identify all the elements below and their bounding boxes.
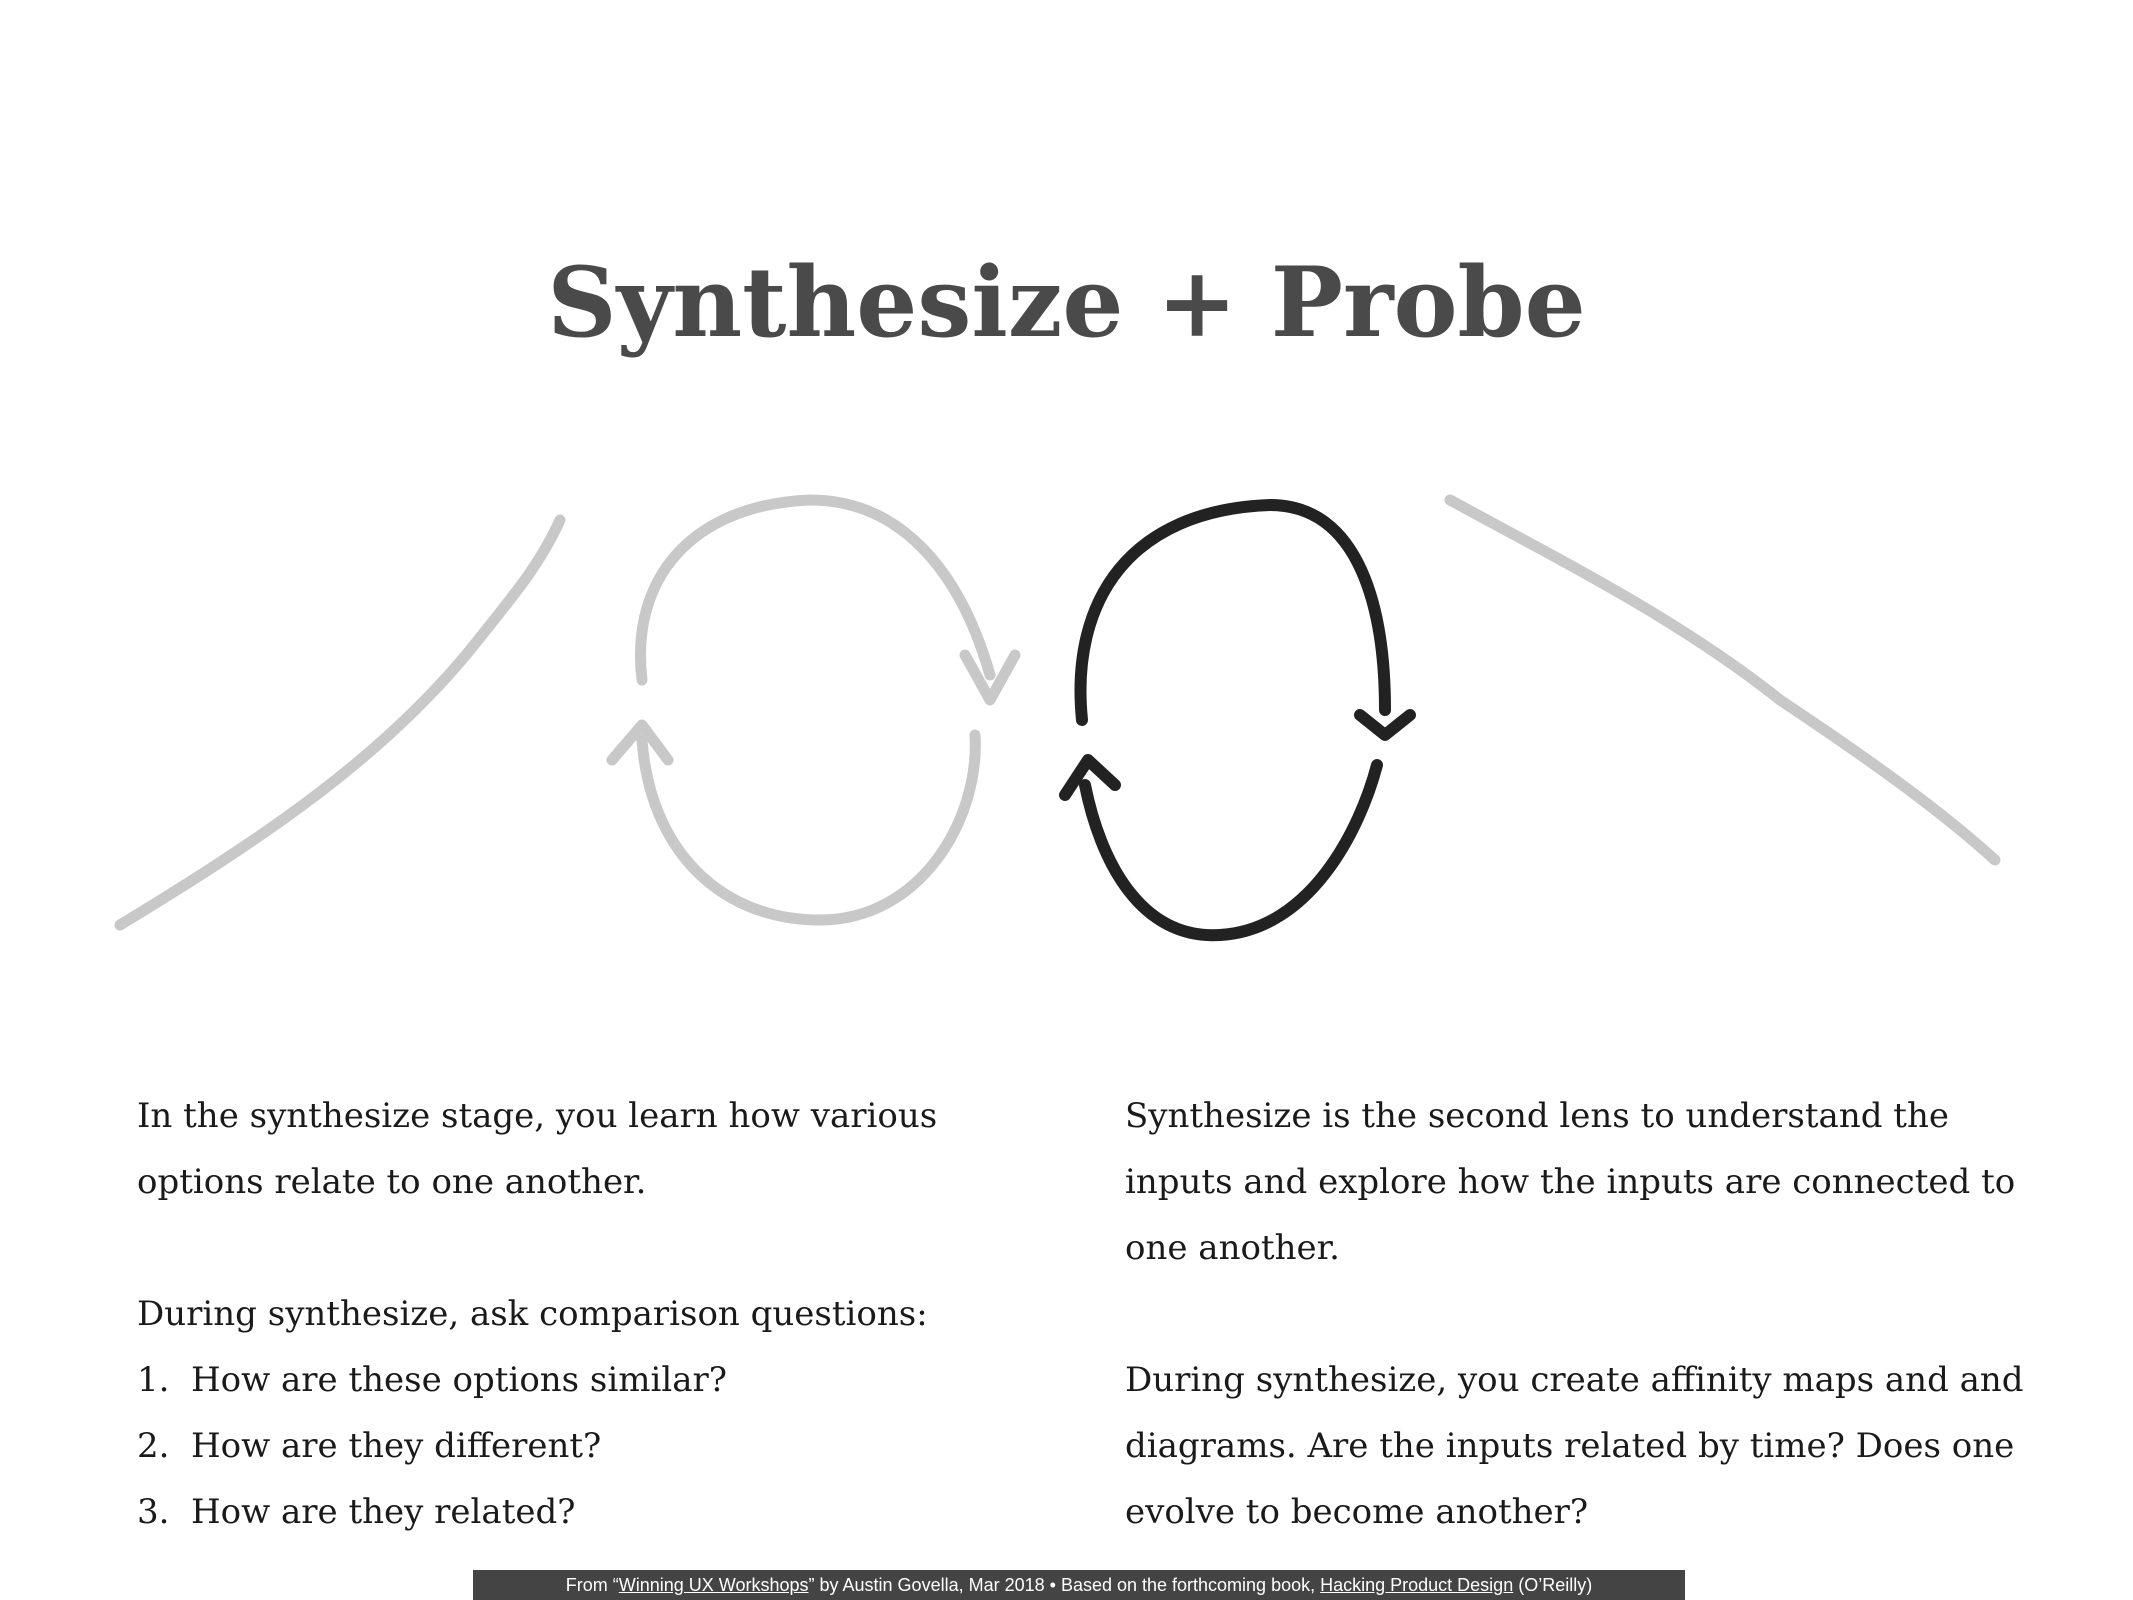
synthesize-diagram	[0, 460, 2133, 980]
falling-stroke-icon	[1450, 500, 1995, 860]
list-item	[137, 1413, 997, 1479]
synthesize-lens-description: Synthesize is the second lens to understand the inputs and explore how the inputs are connected to one another.	[1125, 1096, 2016, 1268]
right-text-column	[1125, 1083, 2025, 1545]
list-number: 3.	[137, 1492, 170, 1532]
faded-cycle-arrows-icon	[612, 500, 1015, 920]
footer-middle: ” by Austin Govella, Mar 2018 • Based on the forthcoming book,	[808, 1575, 1321, 1595]
question-text: How are they related?	[191, 1492, 576, 1532]
book-link[interactable]: Hacking Product Design	[1320, 1575, 1514, 1595]
rising-stroke-icon	[120, 520, 560, 925]
page-title: Synthesize + Probe	[547, 246, 1586, 359]
workshop-link[interactable]: Winning UX Workshops	[618, 1575, 809, 1595]
list-item	[137, 1347, 997, 1413]
affinity-maps-description: During synthesize, you create affinity maps and and diagrams. Are the inputs related by time? Does one evolve to become another?	[1125, 1360, 2024, 1532]
question-text: How are they different?	[191, 1426, 602, 1466]
list-number: 1.	[137, 1360, 170, 1400]
footer-prefix: From “	[565, 1575, 619, 1595]
comparison-questions-list	[137, 1347, 997, 1545]
footer-credit	[473, 1570, 1685, 1600]
questions-heading: During synthesize, ask comparison questions:	[137, 1294, 928, 1334]
list-item	[137, 1479, 997, 1545]
question-text: How are these options similar?	[191, 1360, 727, 1400]
active-cycle-arrows-icon	[1065, 505, 1410, 935]
list-number: 2.	[137, 1426, 170, 1466]
left-text-column	[137, 1083, 997, 1545]
footer-suffix: (O’Reilly)	[1513, 1575, 1593, 1595]
synthesize-intro: In the synthesize stage, you learn how various options relate to one another.	[137, 1096, 938, 1202]
